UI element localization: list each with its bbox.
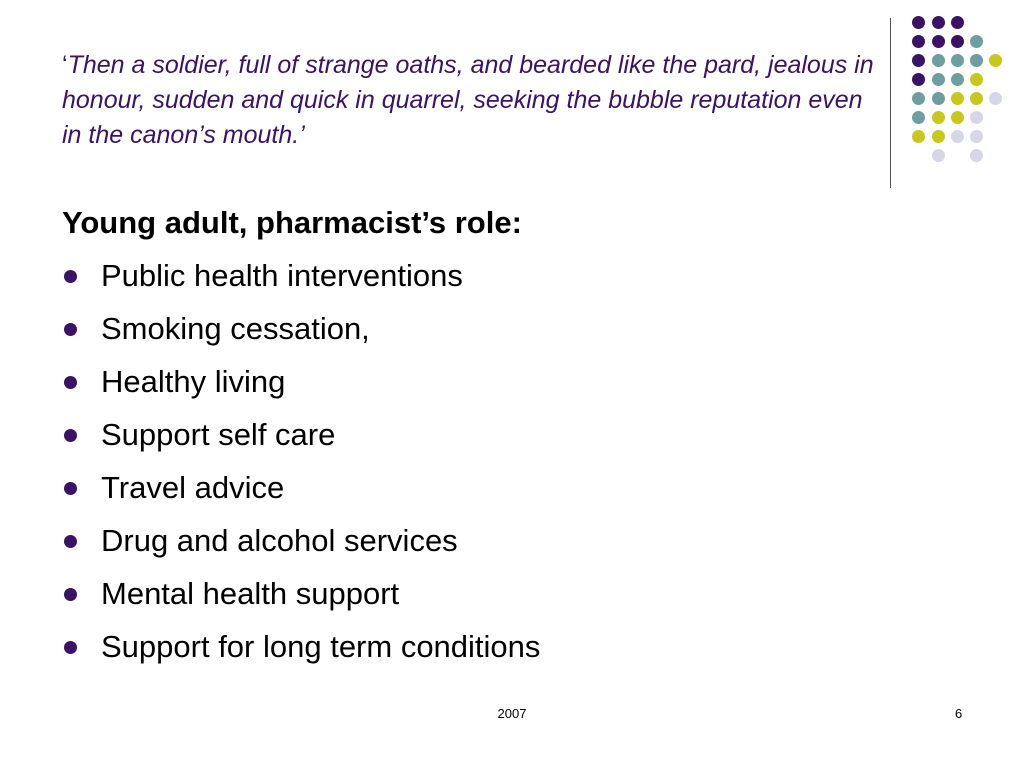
decorative-dot (932, 73, 945, 86)
decorative-dot (912, 73, 925, 86)
bullet-item (62, 302, 882, 355)
title-open-quote: ‘ (62, 51, 68, 79)
decorative-dot (951, 16, 964, 29)
bullet-text: Public health interventions (101, 258, 463, 293)
bullet-icon (64, 429, 77, 442)
bullet-item (62, 620, 882, 673)
bullet-text: Support self care (101, 417, 336, 452)
decorative-dot (970, 54, 983, 67)
decorative-dot (951, 130, 964, 143)
decorative-dot (932, 16, 945, 29)
decorative-dot (970, 35, 983, 48)
bullet-item (62, 355, 882, 408)
bullet-text: Support for long term conditions (101, 629, 541, 664)
vertical-divider (890, 18, 891, 188)
decorative-dot (912, 54, 925, 67)
bullet-item (62, 249, 882, 302)
section-heading: Young adult, pharmacist’s role: (62, 205, 522, 240)
decorative-dot (951, 54, 964, 67)
decorative-dot (912, 92, 925, 105)
bullet-text: Travel advice (101, 470, 285, 505)
bullet-icon (64, 376, 77, 389)
bullet-icon (64, 482, 77, 495)
decorative-dot (951, 73, 964, 86)
decorative-dot (932, 130, 945, 143)
footer-date: 2007 (497, 706, 527, 721)
page-number: 6 (955, 706, 963, 721)
decorative-dot (970, 149, 983, 162)
decorative-dot (912, 16, 925, 29)
bullet-icon (64, 535, 77, 548)
decorative-dot (951, 111, 964, 124)
decorative-dot (970, 92, 983, 105)
decorative-dot (932, 149, 945, 162)
decorative-dot (932, 92, 945, 105)
decorative-dot (970, 73, 983, 86)
decorative-dot (932, 111, 945, 124)
bullet-item (62, 408, 882, 461)
bullet-icon (64, 641, 77, 654)
bullet-text: Smoking cessation, (101, 311, 370, 346)
bullet-text: Healthy living (101, 364, 286, 399)
decorative-dot (932, 35, 945, 48)
decorative-dot (912, 35, 925, 48)
bullet-icon (64, 270, 77, 283)
decorative-dot (912, 130, 925, 143)
decorative-dot (932, 54, 945, 67)
decorative-dot (970, 130, 983, 143)
bullet-text: Mental health support (101, 576, 400, 611)
decorative-dot (951, 35, 964, 48)
slide-body (62, 196, 882, 673)
bullet-icon (64, 323, 77, 336)
decorative-dot (989, 92, 1002, 105)
bullet-item (62, 461, 882, 514)
slide-title-quote (62, 48, 882, 153)
decorative-dot (970, 111, 983, 124)
bullet-item (62, 567, 882, 620)
decorative-dot (912, 111, 925, 124)
decorative-dot (951, 92, 964, 105)
bullet-text: Drug and alcohol services (101, 523, 458, 558)
bullet-item (62, 514, 882, 567)
title-quote-text: Then a soldier, full of strange oaths, and bearded like the pard, jealous in honour, sudden and quick in quarrel, seeking the bubble reputation even in the canon’s mouth.’ (62, 51, 874, 149)
bullet-list (62, 249, 882, 673)
bullet-icon (64, 588, 77, 601)
decorative-dot (989, 54, 1002, 67)
